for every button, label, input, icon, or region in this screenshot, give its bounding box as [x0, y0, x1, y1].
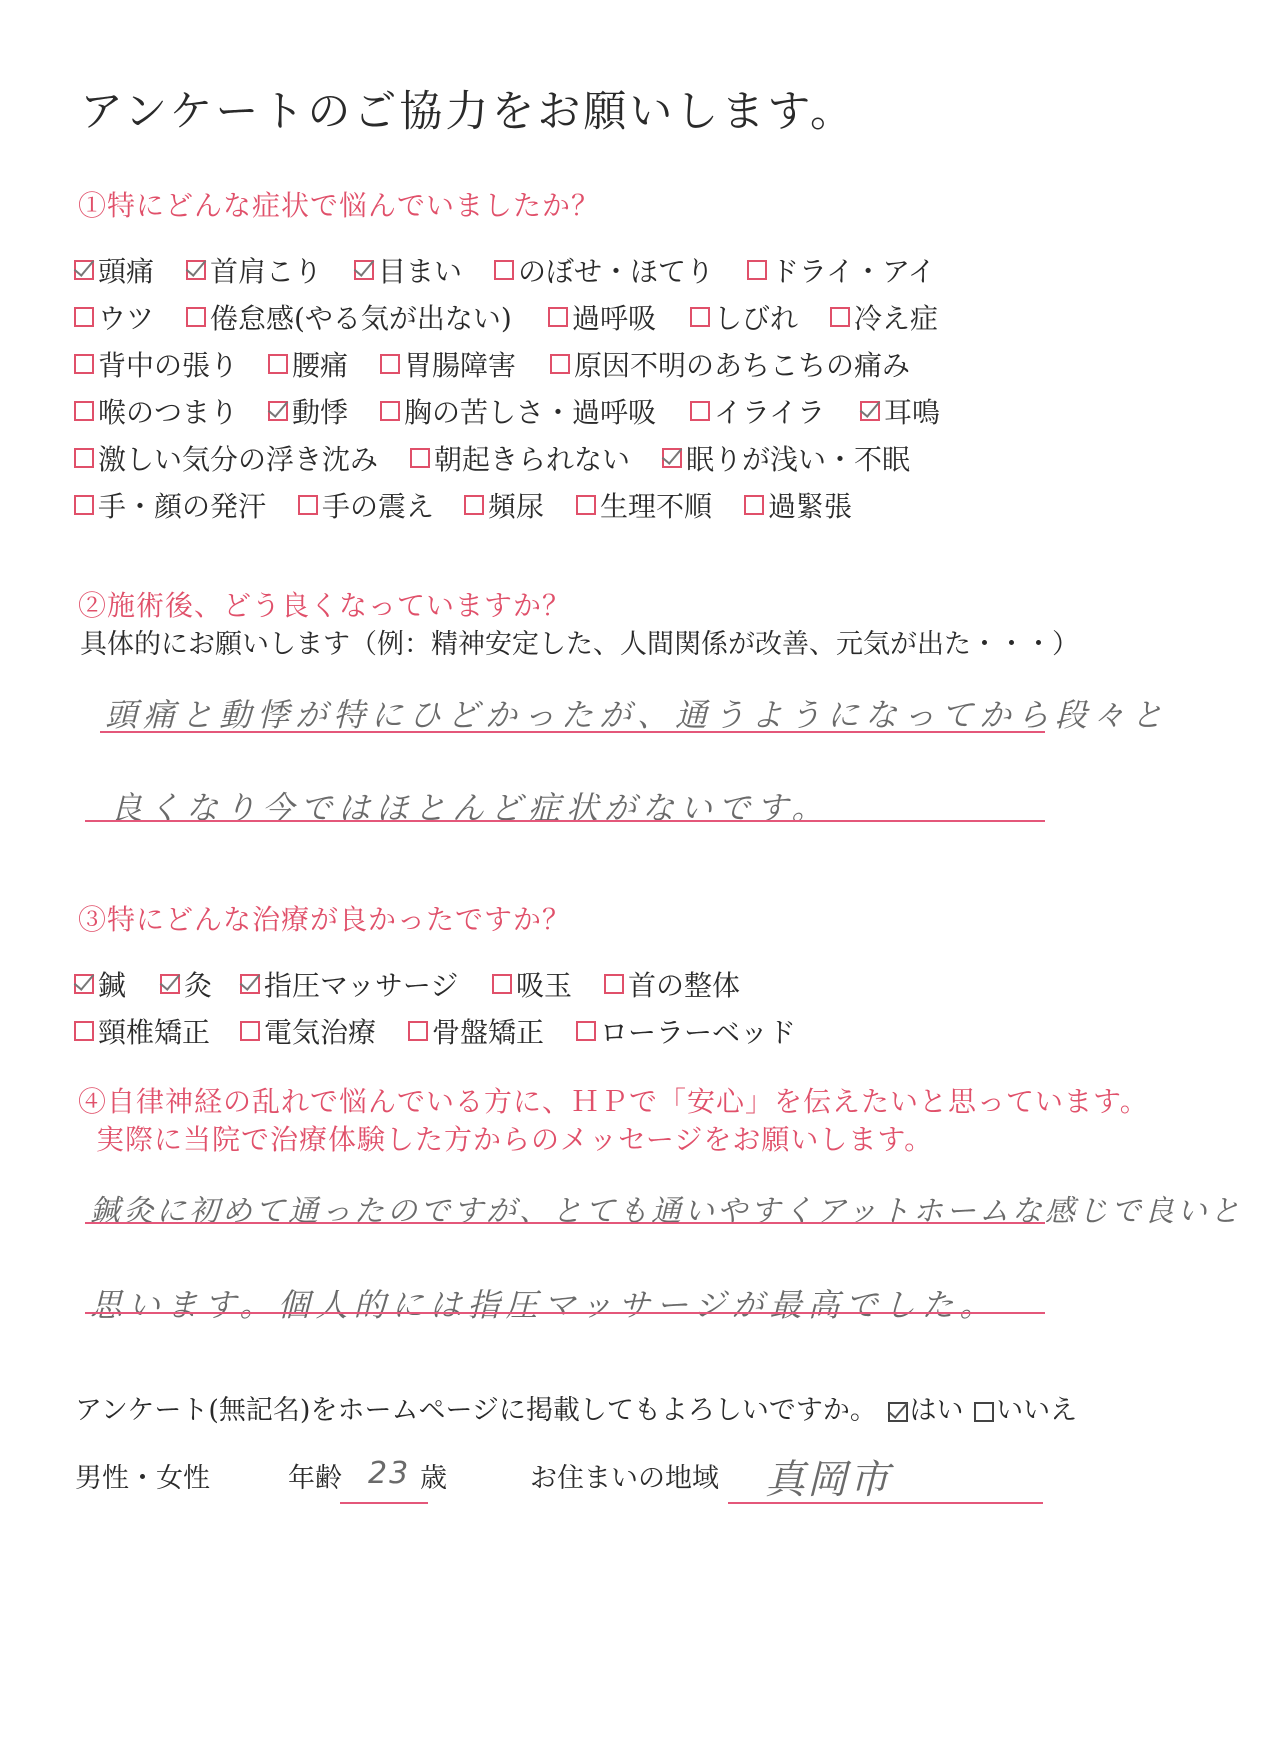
checkbox[interactable]	[240, 974, 260, 994]
checkbox[interactable]	[74, 1021, 94, 1041]
checkbox[interactable]	[690, 401, 710, 421]
q1-option[interactable]	[690, 391, 825, 431]
option-label: 手の震え	[322, 490, 435, 523]
page-title: アンケートのご協力をお願いします。	[80, 87, 856, 137]
q1-option[interactable]	[662, 438, 910, 478]
option-label: 目まい	[378, 255, 463, 288]
q1-option[interactable]	[690, 297, 798, 337]
option-label: 胃腸障害	[404, 349, 517, 382]
age-value: 23	[368, 1456, 411, 1491]
q1-heading: ①特にどんな症状で悩んでいましたか？	[78, 189, 601, 222]
yes-checkbox[interactable]	[888, 1402, 908, 1422]
q1-option[interactable]	[74, 344, 238, 384]
q2-subheading: 具体的にお願いします（例：精神安定した、人間関係が改善、元気が出た・・・）	[80, 629, 1079, 660]
checkbox[interactable]	[240, 1021, 260, 1041]
q1-option[interactable]	[74, 297, 154, 337]
q1-option[interactable]	[74, 438, 378, 478]
checkbox[interactable]	[548, 307, 568, 327]
checkbox[interactable]	[186, 307, 206, 327]
checkbox[interactable]	[74, 260, 94, 280]
option-label: 過呼吸	[572, 302, 657, 335]
option-label: ウツ	[98, 302, 155, 335]
q1-option[interactable]	[354, 250, 462, 290]
checkbox[interactable]	[410, 448, 430, 468]
option-label: 生理不順	[600, 490, 713, 523]
q1-option[interactable]	[268, 391, 348, 431]
checkbox[interactable]	[830, 307, 850, 327]
region-label: お住まいの地域	[530, 1463, 719, 1494]
q1-option[interactable]	[74, 250, 154, 290]
q4-heading: ④自律神経の乱れで悩んでいる方に、ＨＰで「安心」を伝えたいと思っています。	[78, 1085, 1149, 1118]
q3-option[interactable]	[240, 1011, 376, 1051]
checkbox[interactable]	[494, 260, 514, 280]
q4-answer-line-1: 鍼灸に初めて通ったのですが、とても通いやすくアットホームな感じで良いと	[90, 1194, 1243, 1229]
q1-option[interactable]	[830, 297, 938, 337]
option-label: しびれ	[714, 302, 799, 335]
q1-option[interactable]	[268, 344, 348, 384]
option-label: ローラーベッド	[600, 1016, 797, 1049]
q3-option[interactable]	[160, 964, 212, 1004]
q1-option[interactable]	[550, 344, 910, 384]
checkbox[interactable]	[408, 1021, 428, 1041]
region-underline	[728, 1502, 1043, 1504]
option-label: 朝起きられない	[434, 443, 631, 476]
publish-consent-row	[75, 1388, 1077, 1427]
q4-answer-rule-2	[85, 1312, 1045, 1314]
age-unit: 歳	[420, 1463, 447, 1494]
checkbox[interactable]	[354, 260, 374, 280]
checkbox[interactable]	[380, 401, 400, 421]
option-label: 首の整体	[628, 969, 741, 1002]
option-label: 頻尿	[488, 490, 545, 523]
option-label: 吸玉	[516, 969, 573, 1002]
q2-answer-line-2: 良くなり今ではほとんど症状がないです。	[110, 789, 830, 827]
option-label: 倦怠感(やる気が出ない)	[210, 302, 512, 335]
option-label: 頭痛	[98, 255, 155, 288]
checkbox[interactable]	[747, 260, 767, 280]
checkbox[interactable]	[74, 495, 94, 515]
q3-option[interactable]	[604, 964, 740, 1004]
q4-subheading: 実際に当院で治療体験した方からのメッセージをお願いします。	[96, 1123, 934, 1156]
option-label: 動悸	[292, 396, 349, 429]
checkbox[interactable]	[74, 354, 94, 374]
option-label: 眠りが浅い・不眠	[686, 443, 911, 476]
checkbox[interactable]	[662, 448, 682, 468]
q4-answer-line-2: 思います。個人的には指圧マッサージが最高でした。	[90, 1286, 998, 1324]
q2-heading: ②施術後、どう良くなっていますか？	[78, 589, 572, 622]
checkbox[interactable]	[604, 974, 624, 994]
checkbox[interactable]	[298, 495, 318, 515]
checkbox[interactable]	[380, 354, 400, 374]
option-label: 過緊張	[768, 490, 853, 523]
checkbox[interactable]	[464, 495, 484, 515]
option-label: 背中の張り	[98, 349, 239, 382]
q1-option[interactable]	[548, 297, 656, 337]
q2-answer-rule-2	[85, 820, 1045, 822]
q1-option[interactable]	[747, 250, 936, 290]
option-label: のぼせ・ほてり	[518, 255, 715, 288]
q1-option[interactable]	[186, 297, 512, 337]
publish-question: アンケート(無記名)をホームページに掲載してもよろしいですか。	[75, 1395, 877, 1426]
yes-label: はい	[909, 1395, 964, 1426]
q3-option[interactable]	[492, 964, 572, 1004]
checkbox[interactable]	[268, 354, 288, 374]
checkbox[interactable]	[160, 974, 180, 994]
q3-option[interactable]	[576, 1011, 796, 1051]
option-label: 胸の苦しさ・過呼吸	[404, 396, 657, 429]
q1-option[interactable]	[380, 391, 656, 431]
checkbox[interactable]	[492, 974, 512, 994]
q2-answer-rule-1	[100, 731, 1045, 733]
option-label: 冷え症	[854, 302, 939, 335]
q1-option[interactable]	[298, 485, 434, 525]
q1-option[interactable]	[380, 344, 516, 384]
checkbox[interactable]	[690, 307, 710, 327]
option-label: 手・顔の発汗	[98, 490, 267, 523]
q3-option[interactable]	[74, 964, 126, 1004]
q1-option[interactable]	[464, 485, 544, 525]
q1-option[interactable]	[494, 250, 714, 290]
age-label: 年齢	[288, 1463, 342, 1494]
region-value: 真岡市	[765, 1457, 891, 1503]
gender-label: 男性・女性	[75, 1463, 210, 1494]
q1-option[interactable]	[410, 438, 630, 478]
checkbox[interactable]	[576, 1021, 596, 1041]
q1-option[interactable]	[744, 485, 852, 525]
checkbox[interactable]	[744, 495, 764, 515]
checkbox[interactable]	[74, 401, 94, 421]
no-label: いいえ	[996, 1395, 1078, 1426]
checkbox[interactable]	[268, 401, 288, 421]
checkbox[interactable]	[576, 495, 596, 515]
q1-option[interactable]	[186, 250, 322, 290]
q1-option[interactable]	[74, 485, 266, 525]
checkbox[interactable]	[74, 448, 94, 468]
q3-heading: ③特にどんな治療が良かったですか？	[78, 903, 572, 936]
option-label: 激しい気分の浮き沈み	[98, 443, 379, 476]
option-label: 耳鳴	[884, 396, 941, 429]
option-label: 骨盤矯正	[432, 1016, 545, 1049]
option-label: 原因不明のあちこちの痛み	[574, 349, 911, 382]
q4-answer-rule-1	[85, 1222, 1045, 1224]
checkbox[interactable]	[74, 974, 94, 994]
option-label: イライラ	[714, 396, 826, 429]
q1-option[interactable]	[860, 391, 940, 431]
checkbox[interactable]	[550, 354, 570, 374]
checkbox[interactable]	[860, 401, 880, 421]
q1-option[interactable]	[74, 391, 238, 431]
q3-option[interactable]	[74, 1011, 210, 1051]
option-label: ドライ・アイ	[771, 255, 936, 288]
option-label: 指圧マッサージ	[264, 969, 459, 1002]
no-checkbox[interactable]	[974, 1402, 994, 1422]
age-underline	[340, 1502, 428, 1504]
option-label: 喉のつまり	[98, 396, 239, 429]
option-label: 腰痛	[292, 349, 349, 382]
q2-answer-line-1: 頭痛と動悸が特にひどかったが、通うようになってから段々と	[105, 696, 1170, 734]
option-label: 灸	[184, 969, 213, 1002]
option-label: 鍼	[98, 969, 127, 1002]
option-label: 首肩こり	[210, 255, 323, 288]
option-label: 頸椎矯正	[98, 1016, 211, 1049]
option-label: 電気治療	[264, 1016, 377, 1049]
q1-option[interactable]	[576, 485, 712, 525]
q3-option[interactable]	[240, 964, 458, 1004]
checkbox[interactable]	[74, 307, 94, 327]
checkbox[interactable]	[186, 260, 206, 280]
q3-option[interactable]	[408, 1011, 544, 1051]
